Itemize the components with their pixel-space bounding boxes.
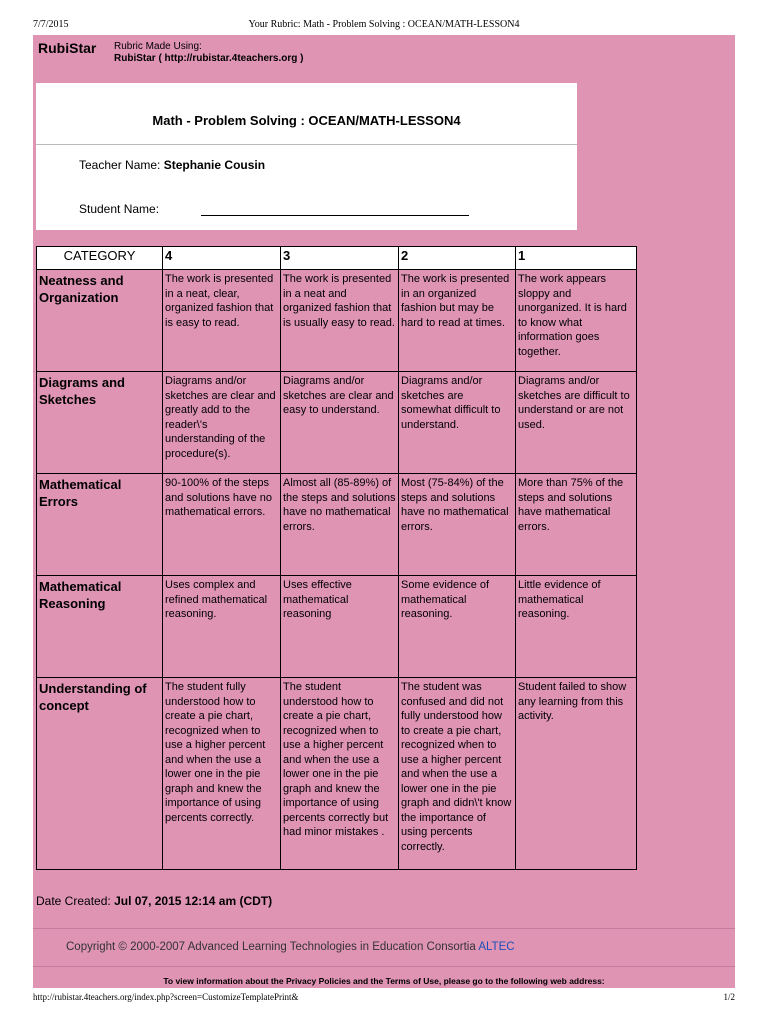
criteria-cell: Uses complex and refined mathematical reasoning. — [163, 576, 281, 678]
made-using-label: Rubric Made Using: — [114, 41, 202, 52]
rubistar-logo: RubiStar — [38, 40, 97, 56]
student-name-row — [79, 202, 469, 216]
rubric-sheet — [33, 35, 735, 988]
date-created-label: Date Created: — [36, 894, 111, 908]
criteria-cell: Most (75-84%) of the steps and solutions have no mathematical errors. — [399, 474, 516, 576]
rubric-table — [36, 246, 637, 870]
date-created — [36, 894, 272, 908]
criteria-cell: The student was confused and did not fully understood how to create a pie chart, recognized when to use a higher percent and when the use a lower one in the pie graph and didn\'t know the importance of using percents correctly. — [399, 678, 516, 870]
criteria-cell: The work is presented in an organized fashion but may be hard to read at times. — [399, 270, 516, 372]
made-using — [114, 41, 303, 65]
criteria-cell: Some evidence of mathematical reasoning. — [399, 576, 516, 678]
header-level-1: 1 — [516, 247, 637, 270]
header-level-3: 3 — [281, 247, 399, 270]
table-header-row — [37, 247, 637, 270]
teacher-name: Stephanie Cousin — [163, 158, 266, 172]
table-row — [37, 372, 637, 474]
rubric-title: Math - Problem Solving : OCEAN/MATH-LESSON4 — [152, 113, 461, 128]
copyright-notice — [66, 941, 515, 953]
print-date: 7/7/2015 — [33, 19, 69, 30]
category-cell: Neatness and Organization — [37, 270, 163, 372]
criteria-cell: Diagrams and/or sketches are clear and greatly add to the reader\'s understanding of the procedure(s). — [163, 372, 281, 474]
category-cell: Mathematical Errors — [37, 474, 163, 576]
table-row — [37, 678, 637, 870]
header-level-2: 2 — [399, 247, 516, 270]
teacher-name-row — [79, 158, 265, 172]
date-created-value: Jul 07, 2015 12:14 am (CDT) — [114, 894, 273, 908]
criteria-cell: Diagrams and/or sketches are difficult to understand or are not used. — [516, 372, 637, 474]
criteria-cell: The student fully understood how to create a pie chart, recognized when to use a higher percent and when the use a lower one in the pie graph and knew the importance of using percents correctly. — [163, 678, 281, 870]
criteria-cell: Almost all (85-89%) of the steps and solutions have no mathematical errors. — [281, 474, 399, 576]
header-category: CATEGORY — [37, 247, 163, 270]
table-row — [37, 474, 637, 576]
table-row — [37, 576, 637, 678]
student-label: Student Name: — [79, 202, 160, 216]
criteria-cell: Uses effective mathematical reasoning — [281, 576, 399, 678]
table-row — [37, 270, 637, 372]
page-number: 1/2 — [723, 992, 735, 1002]
print-url: http://rubistar.4teachers.org/index.php?screen=CustomizeTemplatePrint& — [33, 992, 299, 1002]
rubistar-link[interactable]: RubiStar ( http://rubistar.4teachers.org ) — [114, 53, 304, 64]
category-cell: Understanding of concept — [37, 678, 163, 870]
criteria-cell: The work is presented in a neat and organized fashion that is usually easy to read. — [281, 270, 399, 372]
divider — [33, 966, 735, 967]
criteria-cell: Diagrams and/or sketches are somewhat difficult to understand. — [399, 372, 516, 474]
criteria-cell: More than 75% of the steps and solutions have mathematical errors. — [516, 474, 637, 576]
rubric-info-box — [36, 83, 577, 230]
category-cell: Mathematical Reasoning — [37, 576, 163, 678]
teacher-label: Teacher Name: — [79, 158, 161, 172]
criteria-cell: 90-100% of the steps and solutions have no mathematical errors. — [163, 474, 281, 576]
divider — [36, 144, 577, 145]
privacy-notice: To view information about the Privacy Policies and the Terms of Use, please go to the following web address: — [163, 976, 605, 986]
category-cell: Diagrams and Sketches — [37, 372, 163, 474]
copyright-text: Copyright © 2000-2007 Advanced Learning Technologies in Education Consortia — [66, 941, 476, 953]
print-header — [0, 0, 768, 30]
student-name-blank — [201, 203, 469, 216]
criteria-cell: Little evidence of mathematical reasoning. — [516, 576, 637, 678]
criteria-cell: The work is presented in a neat, clear, organized fashion that is easy to read. — [163, 270, 281, 372]
divider — [33, 928, 735, 929]
criteria-cell: The work appears sloppy and unorganized. It is hard to know what information goes together. — [516, 270, 637, 372]
header-level-4: 4 — [163, 247, 281, 270]
altec-link[interactable]: ALTEC — [478, 941, 515, 953]
print-title: Your Rubric: Math - Problem Solving : OCEAN/MATH-LESSON4 — [248, 19, 520, 30]
criteria-cell: Diagrams and/or sketches are clear and easy to understand. — [281, 372, 399, 474]
criteria-cell: The student understood how to create a pie chart, recognized when to use a higher percent and when the use a lower one in the pie graph and knew the importance of using percents correctly but had minor mistakes . — [281, 678, 399, 870]
criteria-cell: Student failed to show any learning from this activity. — [516, 678, 637, 870]
